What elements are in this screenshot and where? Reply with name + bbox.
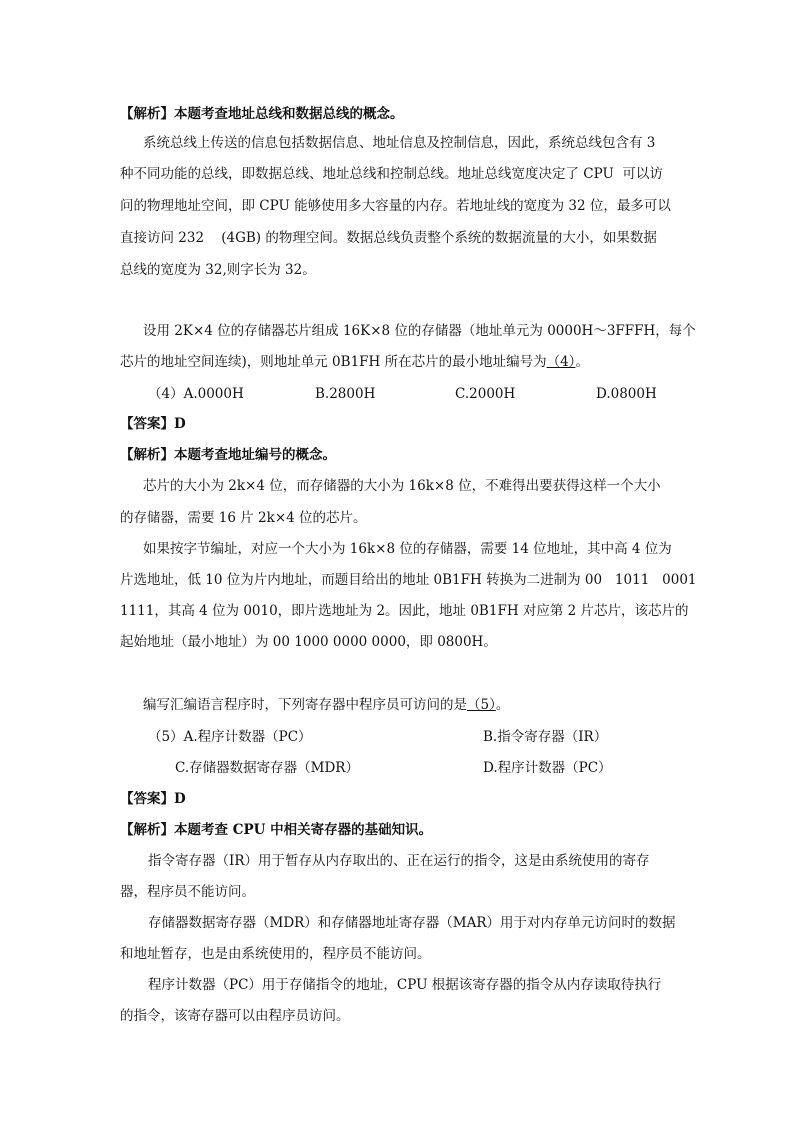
paragraph-line: 指令寄存器（IR）用于暂存从内存取出的、正在运行的指令，这是由系统使用的寄存: [148, 853, 650, 869]
paragraph-line: 如果按字节编址，对应一个大小为 16k×8 位的存储器，需要 14 位地址，其中高 4 位为: [143, 541, 672, 557]
paragraph-line: 片选地址，低 10 位为片内地址，而题目给出的地址 0B1FH 转换为二进制为 00 1011 0001: [120, 572, 697, 588]
paragraph-line: 的存储器，需要 16 片 2k×4 位的芯片。: [120, 510, 367, 526]
option-c: C.存储器数据寄存器（MDR）: [175, 760, 359, 776]
analysis-heading-1: 【解析】本题考查地址总线和数据总线的概念。: [120, 106, 404, 122]
option-a: （4）A.0000H: [148, 386, 244, 402]
option-d: D.程序计数器（PC）: [483, 760, 612, 776]
option-a: （5）A.程序计数器（PC）: [148, 729, 312, 745]
paragraph-line: 问的物理地址空间，即 CPU 能够使用多大容量的内存。若地址线的宽度为 32 位，最多可以: [120, 198, 671, 214]
question-5-line: [143, 696, 509, 714]
answer-label: 【答案】D: [120, 416, 186, 432]
paragraph-line: 总线的宽度为 32,则字长为 32。: [120, 262, 316, 278]
paragraph-line: 芯片的大小为 2k×4 位，而存储器的大小为 16k×8 位，不难得出要获得这样一个大小: [143, 478, 661, 494]
paragraph-line: 1111，其高 4 位为 0010，即片选地址为 2。因此，地址 0B1FH 对应第 2 片芯片，该芯片的: [120, 603, 689, 619]
analysis-heading-3: 【解析】本题考查 CPU 中相关寄存器的基础知识。: [120, 822, 433, 838]
answer-blank: （5）: [467, 697, 496, 713]
paragraph-line: 直接访问 232 (4GB) 的物理空间。数据总线负责整个系统的数据流量的大小，如果数据: [120, 230, 657, 246]
paragraph-line: 系统总线上传送的信息包括数据信息、地址信息及控制信息，因此，系统总线包含有 3: [143, 135, 656, 151]
answer-blank: （4）: [546, 354, 576, 370]
paragraph-line: 种不同功能的总线，即数据总线、地址总线和控制总线。地址总线宽度决定了 CPU 可以访: [120, 166, 663, 182]
answer-label: 【答案】D: [120, 791, 186, 807]
question-4-line: [120, 353, 589, 371]
question-text: 编写汇编语言程序时，下列寄存器中程序员可访问的是: [143, 697, 467, 713]
paragraph-line: 的指令，该寄存器可以由程序员访问。: [120, 1008, 350, 1024]
paragraph-line: 和地址暂存，也是由系统使用的，程序员不能访问。: [120, 946, 431, 962]
question-punct: 。: [495, 697, 510, 713]
question-punct: 。: [575, 354, 589, 370]
analysis-heading-2: 【解析】本题考查地址编号的概念。: [120, 447, 336, 463]
paragraph-line: 程序计数器（PC）用于存储指令的地址，CPU 根据该寄存器的指令从内存读取待执行: [148, 977, 662, 993]
paragraph-line: 器，程序员不能访问。: [120, 884, 255, 900]
question-4-line: 设用 2K×4 位的存储器芯片组成 16K×8 位的存储器（地址单元为 0000H～3FFFH，每个: [143, 323, 696, 339]
question-text: 芯片的地址空间连续)，则地址单元 0B1FH 所在芯片的最小地址编号为: [120, 354, 547, 370]
option-c: C.2000H: [455, 386, 516, 402]
paragraph-line: 存储器数据寄存器（MDR）和存储器地址寄存器（MAR）用于对内存单元访问时的数据: [148, 915, 676, 931]
paragraph-line: 起始地址（最小地址）为 00 1000 0000 0000，即 0800H。: [120, 634, 497, 650]
option-d: D.0800H: [596, 386, 657, 402]
option-b: B.2800H: [315, 386, 376, 402]
option-b: B.指令寄存器（IR）: [483, 729, 608, 745]
